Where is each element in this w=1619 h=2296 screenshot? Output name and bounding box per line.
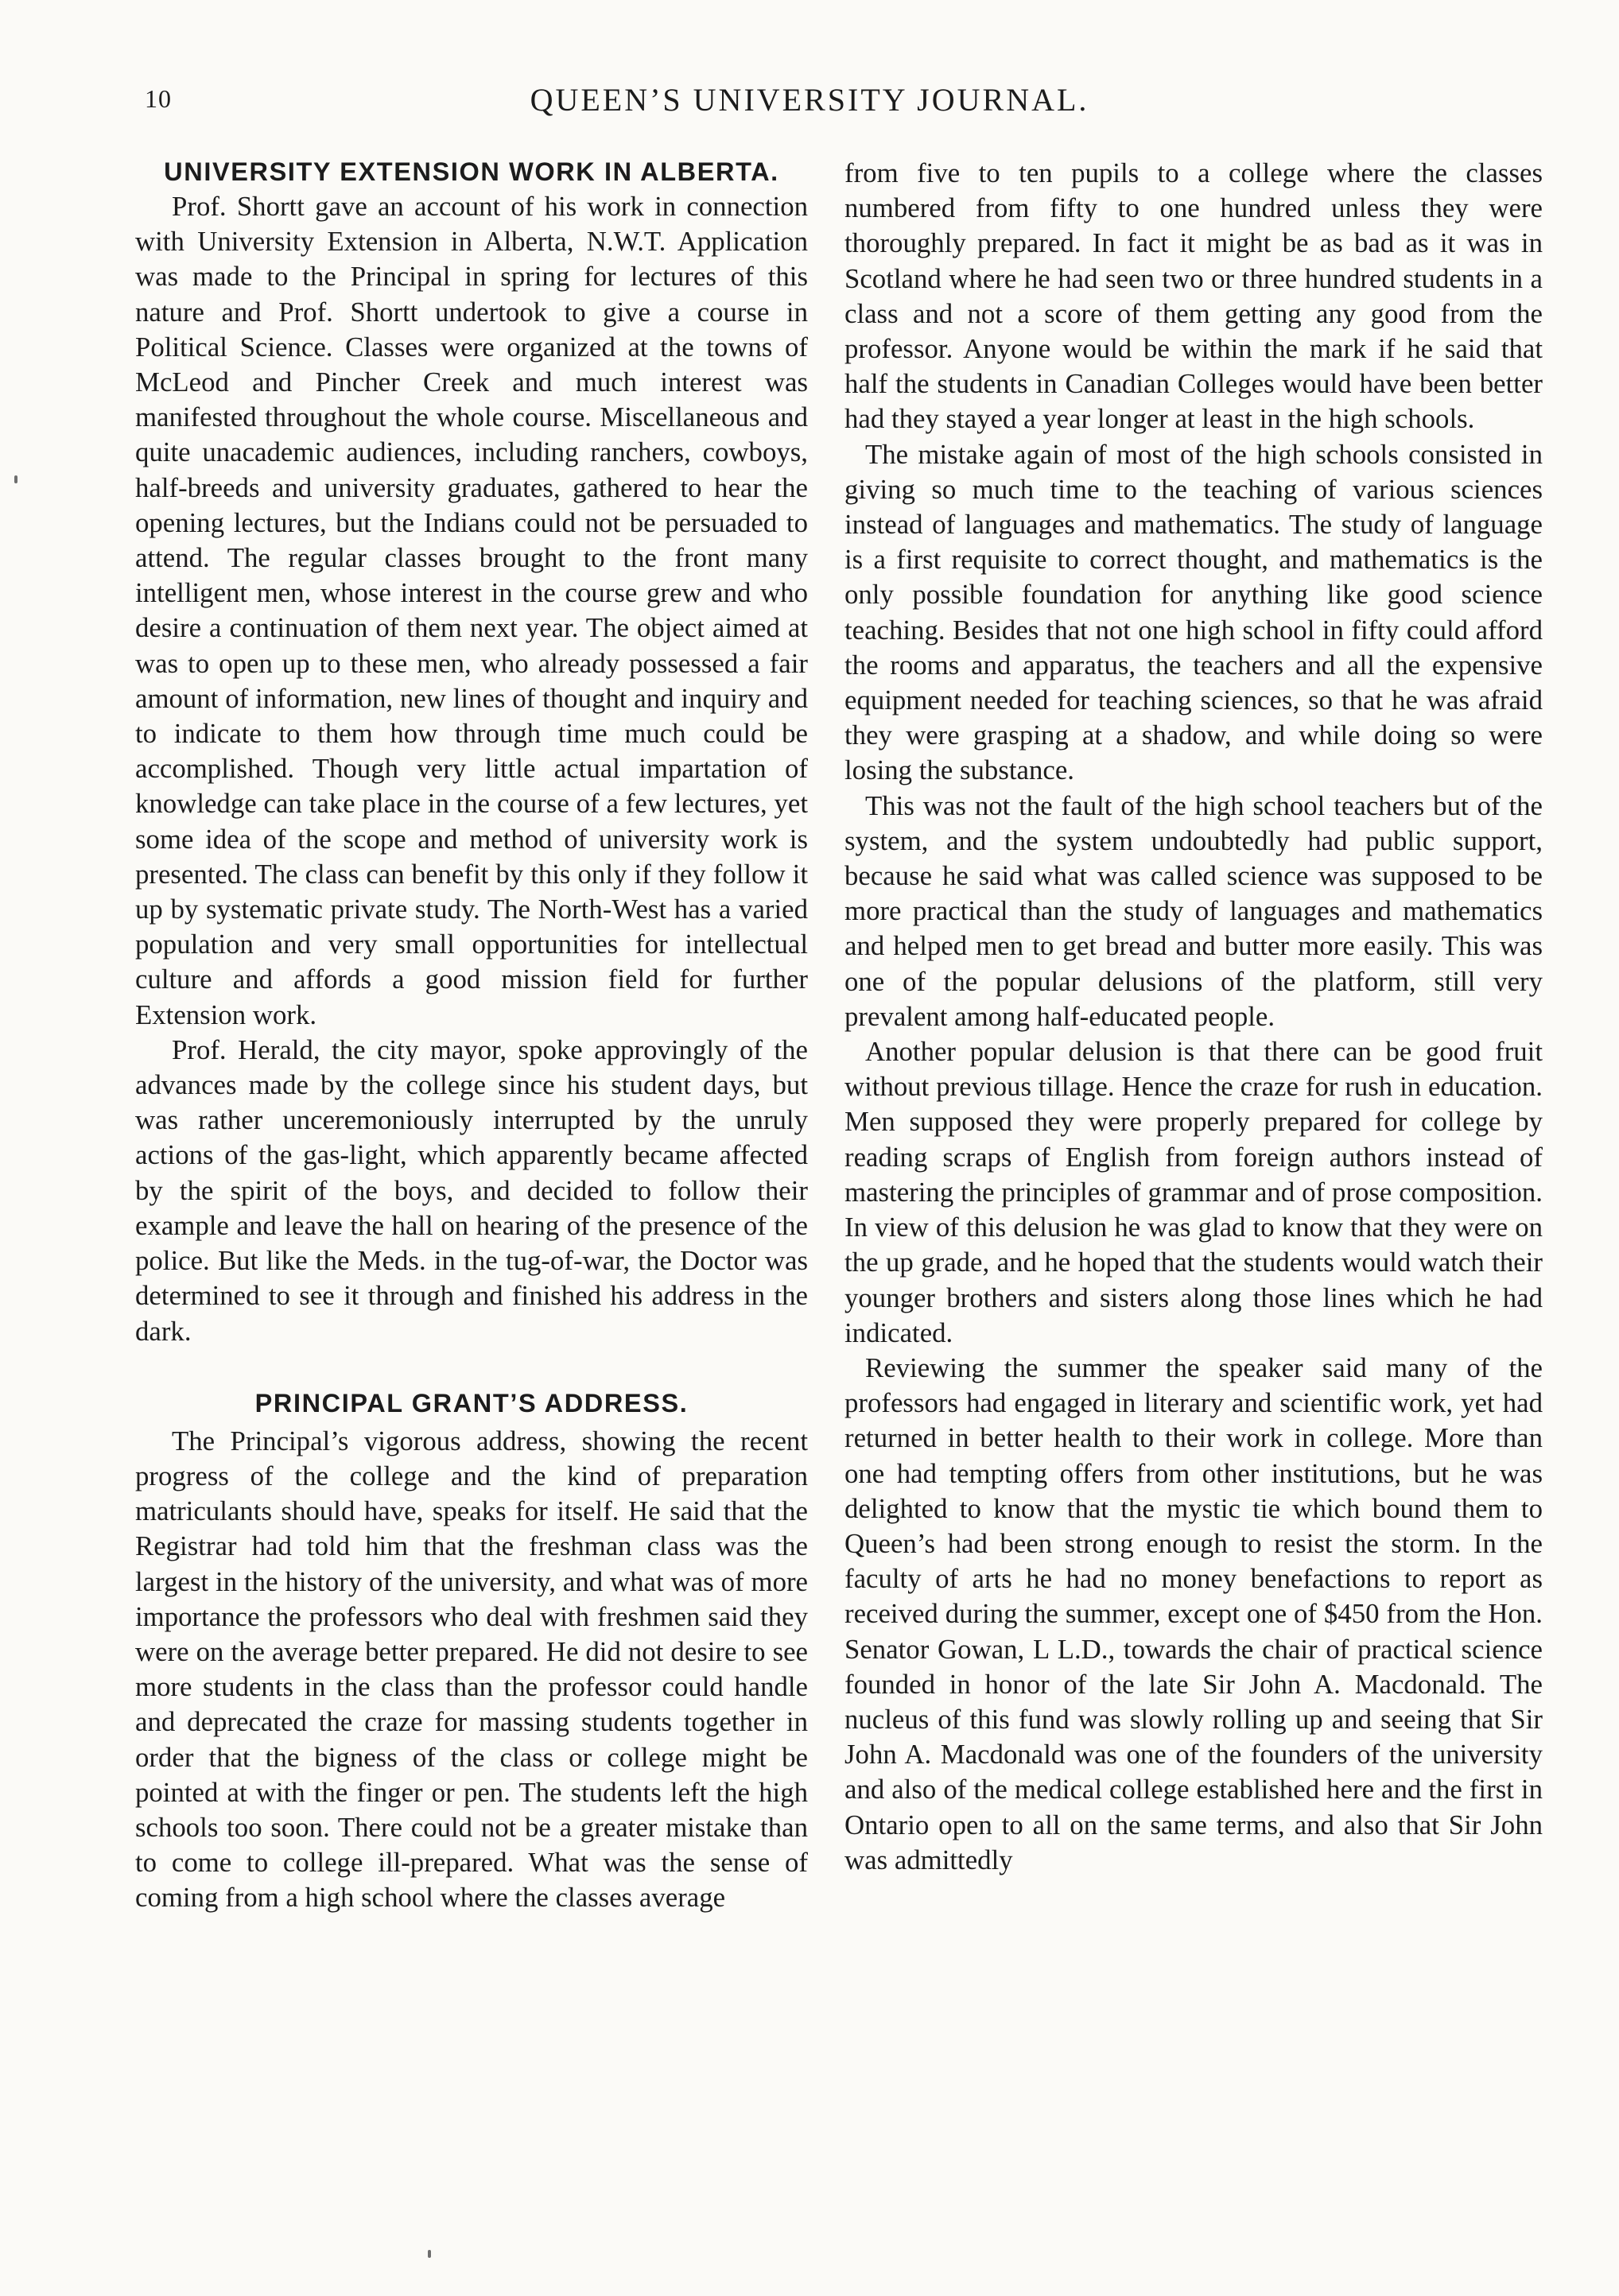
paragraph: Prof. Herald, the city mayor, spoke approvingly of the advances made by the college since his student days, but was rather unceremoniously interrupted by the unruly actions of the gas-light, which apparently became affected by the spirit of the boys, and decided to follow their example and leave the hall on hearing of the presence of the police. But like the Meds. in the tug-of-war, the Doctor was determined to see it through and finished his address in the dark. bbox=[135, 1034, 808, 1347]
left-column bbox=[135, 154, 808, 1916]
paragraph: Prof. Shortt gave an account of his work in connection with University Extension in Alberta, N.W.T. Application was made to the Principal in spring for lectures of this nature and Prof. Shortt undertook to give a course in Political Science. Classes were organized at the towns of McLeod and Pincher Creek and much interest was manifested throughout the whole course. Miscellaneous and quite unacademic audiences, including ranchers, cowboys, half-breeds and university graduates, gathered to hear the opening lectures, but the Indians could not be persuaded to attend. The regular classes brought to the front many intelligent men, whose interest in the course grew and who desire a continuation of them next year. The object aimed at was to open up to these men, who already possessed a fair amount of information, new lines of thought and inquiry and to indicate to them how through time much could be accomplished. Though very little actual impartation of knowledge can take place in the course of a few lectures, yet some idea of the scope and method of university work is presented. The class can benefit by this only if they follow it up by systematic private study. The North-West has a varied population and very small opportunities for intellectual culture and affords a good mission field for further Extension work. bbox=[135, 191, 808, 1030]
paragraph: from five to ten pupils to a college where the classes numbered from fifty to one hundred unless they were thoroughly prepared. In fact it might be as bad as it was in Scotland where he had seen two or three hundred students in a class and not a score of them getting any good from the professor. Anyone would be within the mark if he said that half the students in Canadian Colleges would have been better had they stayed a year longer at least in the high schools. bbox=[844, 157, 1543, 435]
scan-speck bbox=[428, 2250, 431, 2258]
paragraph: The Principal’s vigorous address, showing the recent progress of the college and the kind of preparation matriculants should have, speaks for itself. He said that the Registrar had told him that the freshman class was the largest in the history of the university, and what was of more importance the professors who deal with freshmen said they were on the average better prepared. He did not desire to see more students in the class than the professor could handle and deprecated the craze for massing students together in order that the bigness of the class or college might be pointed at with the finger or pen. The students left the high schools too soon. There could not be a greater mistake than to come to college ill-prepared. What was the sense of coming from a high school where the classes average bbox=[135, 1425, 808, 1914]
section-heading-extension: UNIVERSITY EXTENSION WORK IN ALBERTA. bbox=[164, 157, 779, 186]
right-column bbox=[844, 156, 1543, 1878]
running-title: QUEEN’S UNIVERSITY JOURNAL. bbox=[530, 82, 1089, 118]
scan-speck bbox=[14, 475, 17, 483]
paragraph: Another popular delusion is that there can be good fruit without previous tillage. Hence the craze for rush in education. Men supposed they were properly prepared for college by reading scraps of English from foreign authors instead of mastering the principles of grammar and of prose composition. In view of this delusion he was glad to know that they were on the up grade, and he hoped that the students would watch their younger brothers and sisters along those lines which he had indicated. bbox=[844, 1036, 1543, 1348]
paragraph: This was not the fault of the high school teachers but of the system, and the system undoubtedly had public support, because he said what was called science was supposed to be more practical than the study of languages and mathematics and helped men to get bread and butter more easily. This was one of the popular delusions of the platform, still very prevalent among half-educated people. bbox=[844, 789, 1543, 1032]
page-number: 10 bbox=[145, 84, 172, 113]
paragraph: Reviewing the summer the speaker said many of the professors had engaged in literary and scientific work, yet had returned in better health to their work in college. More than one had tempting offers from other institutions, but he was delighted to know that the mystic tie which bound them to Queen’s had been strong enough to resist the storm. In the faculty of arts he had no money benefactions to report as received during the summer, except one of $450 from the Hon. Senator Gowan, L L.D., towards the chair of practical science founded in honor of the late Sir John A. Macdonald. The nucleus of this fund was slowly rolling up and seeing that Sir John A. Macdonald was one of the founders of the university and also of the medical college established here and the first in Ontario open to all on the same terms, and also that Sir John was admittedly bbox=[844, 1352, 1543, 1875]
section-heading-principal: PRINCIPAL GRANT’S ADDRESS. bbox=[254, 1388, 689, 1418]
paragraph: The mistake again of most of the high schools consisted in giving so much time to the teaching of various sciences instead of languages and mathematics. The study of language is a first requisite to correct thought, and mathematics is the only possible foundation for anything like good science teaching. Besides that not one high school in fifty could afford the rooms and apparatus, the teachers and all the expensive equipment needed for teaching sciences, so that he was afraid they were grasping at a shadow, and while doing so were losing the substance. bbox=[844, 438, 1543, 786]
